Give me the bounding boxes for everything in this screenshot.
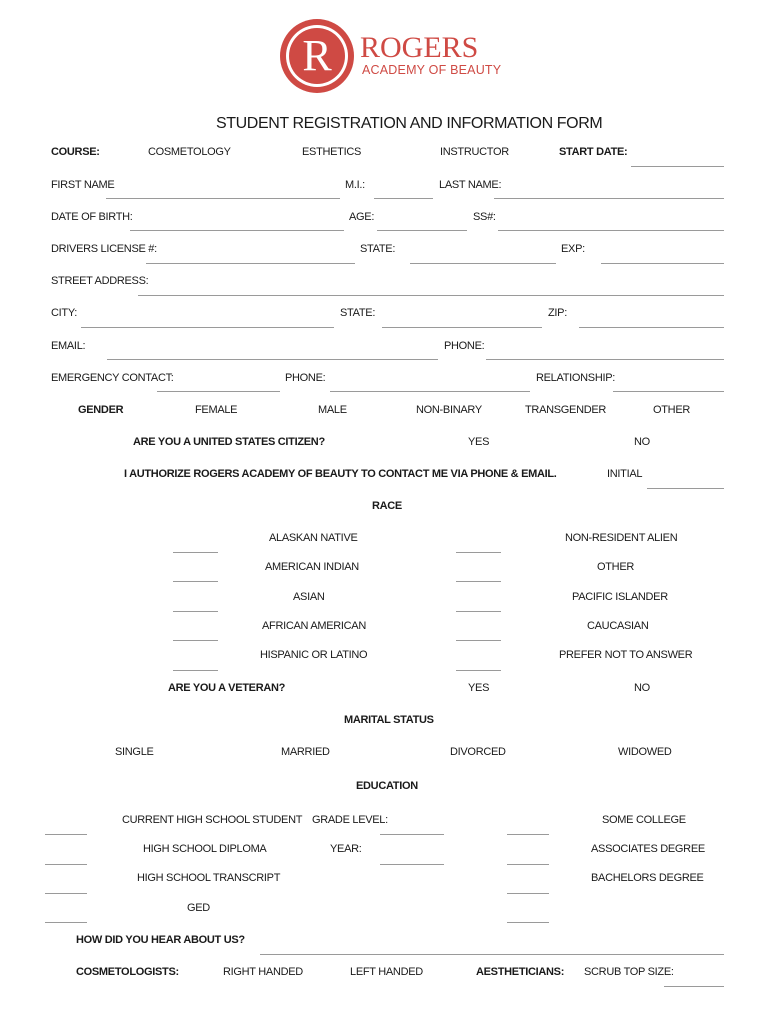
logo-subtitle: ACADEMY OF BEAUTY [362,63,502,77]
race-option-caucasian: CAUCASIAN [587,620,649,632]
scrub-top-size-field[interactable] [664,986,724,987]
relationship-field[interactable] [613,391,724,392]
gender-option-non-binary[interactable]: NON-BINARY [416,404,482,416]
veteran-question: ARE YOU A VETERAN? [168,682,286,694]
hear-about-us-field[interactable] [260,954,724,955]
zip-field[interactable] [579,327,724,328]
race-option-hispanic-or-latino: HISPANIC OR LATINO [260,649,368,661]
year-label: YEAR: [330,843,362,855]
state-label: STATE: [340,307,376,319]
last-name-label: LAST NAME: [439,179,502,191]
dob-field[interactable] [130,230,344,231]
emergency-phone-label: PHONE: [285,372,326,384]
education-checkline[interactable] [507,864,549,865]
race-option-pacific-islander: PACIFIC ISLANDER [572,591,668,603]
last-name-field[interactable] [494,198,724,199]
education-option-hs-transcript: HIGH SCHOOL TRANSCRIPT [137,872,281,884]
emergency-contact-label: EMERGENCY CONTACT: [51,372,174,384]
education-option-some-college: SOME COLLEGE [602,814,686,826]
education-checkline[interactable] [45,834,87,835]
form-title: STUDENT REGISTRATION AND INFORMATION FORM [216,115,603,132]
gender-option-male[interactable]: MALE [318,404,347,416]
course-option-cosmetology[interactable]: COSMETOLOGY [148,146,231,158]
race-checkline[interactable] [173,670,218,671]
citizen-no[interactable]: NO [634,436,650,448]
race-option-american-indian: AMERICAN INDIAN [265,561,359,573]
marital-option-married[interactable]: MARRIED [281,746,330,758]
education-checkline[interactable] [507,893,549,894]
veteran-yes[interactable]: YES [468,682,490,694]
marital-heading: MARITAL STATUS [344,714,434,726]
ssn-field[interactable] [498,230,724,231]
license-field[interactable] [146,263,355,264]
education-option-ged: GED [187,902,210,914]
course-option-instructor[interactable]: INSTRUCTOR [440,146,509,158]
education-option-current-hs-student: CURRENT HIGH SCHOOL STUDENT [122,814,303,826]
authorize-statement: I AUTHORIZE ROGERS ACADEMY OF BEAUTY TO CONTACT ME VIA PHONE & EMAIL. [124,468,557,480]
grade-level-label: GRADE LEVEL: [312,814,388,826]
education-option-hs-diploma: HIGH SCHOOL DIPLOMA [143,843,267,855]
gender-option-other[interactable]: OTHER [653,404,691,416]
race-option-alaskan-native: ALASKAN NATIVE [269,532,358,544]
city-field[interactable] [81,327,334,328]
logo-initial: R [302,31,332,80]
emergency-contact-field[interactable] [157,391,280,392]
initial-field[interactable] [647,488,724,489]
race-option-non-resident-alien: NON-RESIDENT ALIEN [565,532,678,544]
start-date-label: START DATE: [559,146,628,158]
race-checkline[interactable] [456,670,501,671]
education-heading: EDUCATION [356,780,418,792]
license-label: DRIVERS LICENSE #: [51,243,157,255]
race-checkline[interactable] [173,611,218,612]
citizen-question: ARE YOU A UNITED STATES CITIZEN? [133,436,325,448]
ssn-label: SS#: [473,211,496,223]
zip-label: ZIP: [548,307,567,319]
exp-field[interactable] [601,263,724,264]
mi-field[interactable] [374,198,433,199]
race-checkline[interactable] [173,640,218,641]
relationship-label: RELATIONSHIP: [536,372,616,384]
education-option-associates-degree: ASSOCIATES DEGREE [591,843,705,855]
race-option-other: OTHER [597,561,635,573]
race-checkline[interactable] [456,552,501,553]
state-field[interactable] [382,327,542,328]
city-label: CITY: [51,307,78,319]
course-label: COURSE: [51,146,100,158]
education-checkline[interactable] [45,922,87,923]
dob-label: DATE OF BIRTH: [51,211,133,223]
race-option-asian: ASIAN [293,591,325,603]
education-checkline[interactable] [507,922,549,923]
citizen-yes[interactable]: YES [468,436,490,448]
first-name-field[interactable] [106,198,340,199]
email-label: EMAIL: [51,340,86,352]
veteran-no[interactable]: NO [634,682,650,694]
exp-label: EXP: [561,243,585,255]
first-name-label: FIRST NAME [51,179,115,191]
education-checkline[interactable] [45,893,87,894]
marital-option-single[interactable]: SINGLE [115,746,154,758]
year-field[interactable] [380,864,444,865]
race-checkline[interactable] [456,611,501,612]
aestheticians-label: AESTHETICIANS: [476,966,565,978]
race-checkline[interactable] [173,552,218,553]
gender-label: GENDER [78,404,124,416]
education-option-bachelors-degree: BACHELORS DEGREE [591,872,704,884]
logo-emblem [280,19,354,93]
license-state-field[interactable] [410,263,556,264]
race-option-prefer-not-to-answer: PREFER NOT TO ANSWER [559,649,693,661]
course-option-esthetics[interactable]: ESTHETICS [302,146,362,158]
street-field[interactable] [138,295,724,296]
education-checkline[interactable] [507,834,549,835]
email-field[interactable] [107,359,438,360]
race-heading: RACE [372,500,402,512]
race-checkline[interactable] [456,640,501,641]
emergency-phone-field[interactable] [330,391,530,392]
race-checkline[interactable] [173,581,218,582]
option-right-handed[interactable]: RIGHT HANDED [223,966,303,978]
phone-label: PHONE: [444,340,485,352]
age-label: AGE: [349,211,375,223]
start-date-field[interactable] [631,166,724,167]
logo-name: ROGERS [360,31,479,64]
gender-option-transgender[interactable]: TRANSGENDER [525,404,607,416]
marital-option-divorced[interactable]: DIVORCED [450,746,506,758]
gender-option-female[interactable]: FEMALE [195,404,238,416]
phone-field[interactable] [486,359,724,360]
mi-label: M.I.: [345,179,365,191]
race-checkline[interactable] [456,581,501,582]
education-checkline[interactable] [45,864,87,865]
initial-label: INITIAL [607,468,643,480]
option-left-handed[interactable]: LEFT HANDED [350,966,423,978]
age-field[interactable] [377,230,467,231]
cosmetologists-label: COSMETOLOGISTS: [76,966,179,978]
license-state-label: STATE: [360,243,396,255]
race-option-african-american: AFRICAN AMERICAN [262,620,366,632]
street-label: STREET ADDRESS: [51,275,149,287]
grade-level-field[interactable] [380,834,444,835]
scrub-top-size-label: SCRUB TOP SIZE: [584,966,674,978]
hear-about-us-question: HOW DID YOU HEAR ABOUT US? [76,934,245,946]
marital-option-widowed[interactable]: WIDOWED [618,746,672,758]
